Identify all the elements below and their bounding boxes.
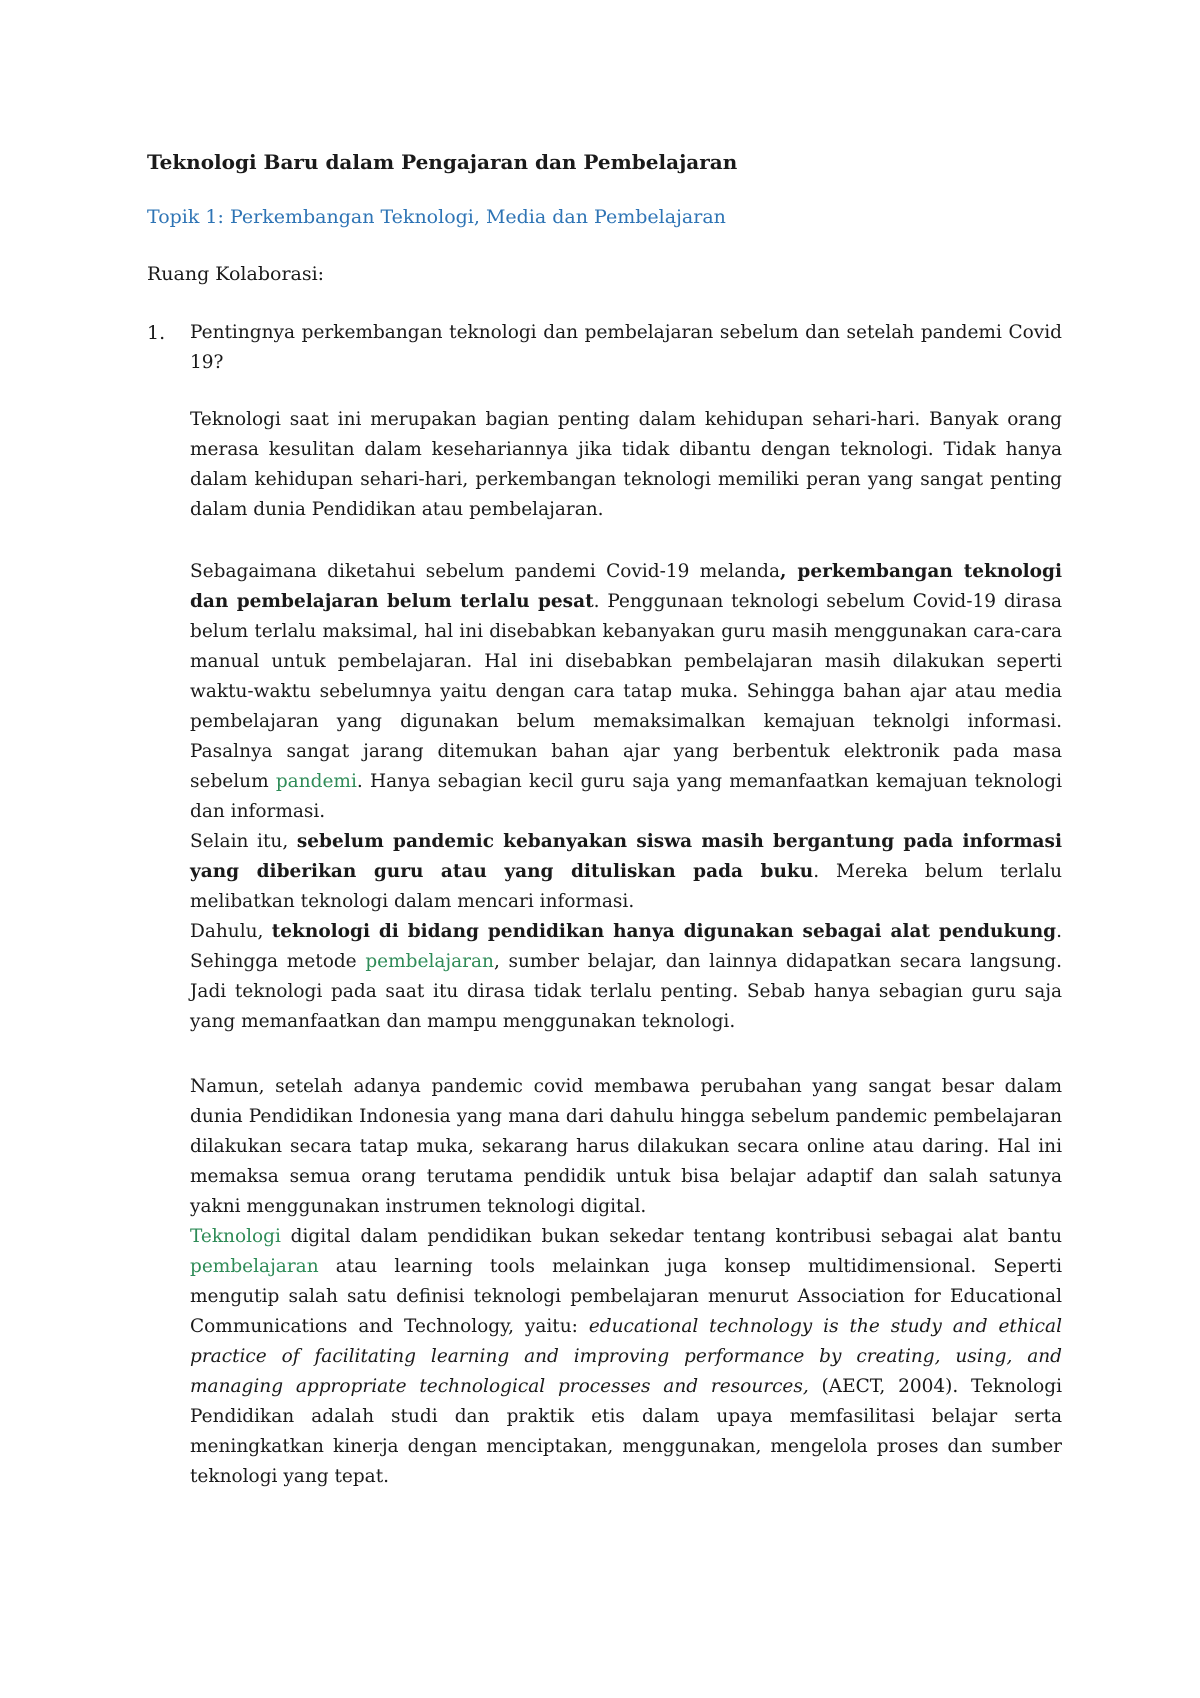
collab-label: Ruang Kolaborasi: bbox=[147, 263, 325, 285]
paragraph-2 bbox=[190, 557, 1062, 827]
p6-text-c: (AECT, 2004). Teknologi Pendidikan adalah studi dan praktik etis dalam upaya memfasilitasi belajar serta meningkatkan kinerja dengan menciptakan, menggunakan, mengelola proses dan sumber teknologi yang tepat. bbox=[190, 1376, 1062, 1487]
paragraph-4 bbox=[190, 917, 1062, 1037]
p3-text-c: . Mereka belum terlalu melibatkan teknologi dalam mencari informasi. bbox=[190, 861, 1062, 912]
teknologi-link[interactable]: Teknologi bbox=[190, 1226, 281, 1247]
p6-text-a: digital dalam pendidikan bukan sekedar tentang kontribusi sebagai alat bantu bbox=[280, 1226, 1062, 1247]
pembelajaran-link[interactable]: pembelajaran bbox=[365, 951, 494, 972]
aect-quote: educational technology is the study and ethical practice of facilitating learning and improving performance by creating, using, and managing appropriate technological processes and resources, bbox=[190, 1316, 1062, 1397]
pembelajaran-link-2[interactable]: pembelajaran bbox=[190, 1256, 319, 1277]
pandemi-link[interactable]: pandemi bbox=[275, 771, 357, 792]
question-text: Pentingnya perkembangan teknologi dan pembelajaran sebelum dan setelah pandemi Covid 19? bbox=[190, 322, 1062, 373]
p6-text-b: atau learning tools melainkan juga konsep multidimensional. Seperti mengutip salah satu definisi teknologi pembelajaran menurut Association for Educational Communications and Technology, yaitu: bbox=[190, 1256, 1062, 1337]
paragraph-1: Teknologi saat ini merupakan bagian penting dalam kehidupan sehari-hari. Banyak orang merasa kesulitan dalam kesehariannya jika tidak dibantu dengan teknologi. Tidak hanya dalam kehidupan sehari-hari, perkembangan teknologi memiliki peran yang sangat penting dalam dunia Pendidikan atau pembelajaran. bbox=[190, 409, 1062, 520]
answer-block bbox=[190, 557, 1062, 1037]
document-title: Teknologi Baru dalam Pengajaran dan Pembelajaran bbox=[147, 150, 738, 174]
p2-text-d: . Hanya sebagian kecil guru saja yang memanfaatkan kemajuan teknologi dan informasi. bbox=[190, 771, 1062, 822]
p2-bold: , perkembangan teknologi dan pembelajaran belum terlalu pesat bbox=[190, 561, 1062, 612]
p4-text-c: . Sehingga metode bbox=[190, 921, 1062, 972]
paragraph-5: Namun, setelah adanya pandemic covid membawa perubahan yang sangat besar dalam dunia Pendidikan Indonesia yang mana dari dahulu hingga sebelum pandemic pembelajaran dilakukan secara tatap muka, sekarang harus dilakukan secara online atau daring. Hal ini memaksa semua orang terutama pendidik untuk bisa belajar adaptif dan salah satunya yakni menggunakan instrumen teknologi digital. bbox=[190, 1076, 1062, 1217]
answer-block-2 bbox=[190, 1072, 1062, 1492]
p2-text-c: . Penggunaan teknologi sebelum Covid-19 dirasa belum terlalu maksimal, hal ini disebabkan kebanyakan guru masih menggunakan cara-cara manual untuk pembelajaran. Hal ini disebabkan pembelajaran masih dilakukan seperti waktu-waktu sebelumnya yaitu dengan cara tatap muka. Sehingga bahan ajar atau media pembelajaran yang digunakan belum memaksimalkan kemajuan teknolgi informasi. Pasalnya sangat jarang ditemukan bahan ajar yang berbentuk elektronik pada masa sebelum bbox=[190, 591, 1062, 792]
p4-text-d: , sumber belajar, dan lainnya didapatkan secara langsung. Jadi teknologi pada saat itu dirasa tidak terlalu penting. Sebab hanya sebagian guru saja yang memanfaatkan dan mampu menggunakan teknologi. bbox=[190, 951, 1062, 1032]
p4-bold: teknologi di bidang pendidikan hanya digunakan sebagai alat pendukung bbox=[271, 921, 1057, 942]
p3-bold: sebelum pandemic kebanyakan siswa masih bergantung pada informasi yang diberikan guru atau yang dituliskan pada buku bbox=[190, 831, 1062, 882]
paragraph-6 bbox=[190, 1222, 1062, 1492]
list-number: 1. bbox=[147, 322, 166, 344]
p2-text-a: Sebagaimana diketahui sebelum pandemi Covid-19 melanda bbox=[190, 561, 781, 582]
paragraph-3 bbox=[190, 827, 1062, 917]
topic-heading: Topik 1: Perkembangan Teknologi, Media dan Pembelajaran bbox=[147, 206, 726, 228]
p4-text-a: Dahulu, bbox=[190, 921, 272, 942]
p3-text-a: Selain itu, bbox=[190, 831, 297, 852]
